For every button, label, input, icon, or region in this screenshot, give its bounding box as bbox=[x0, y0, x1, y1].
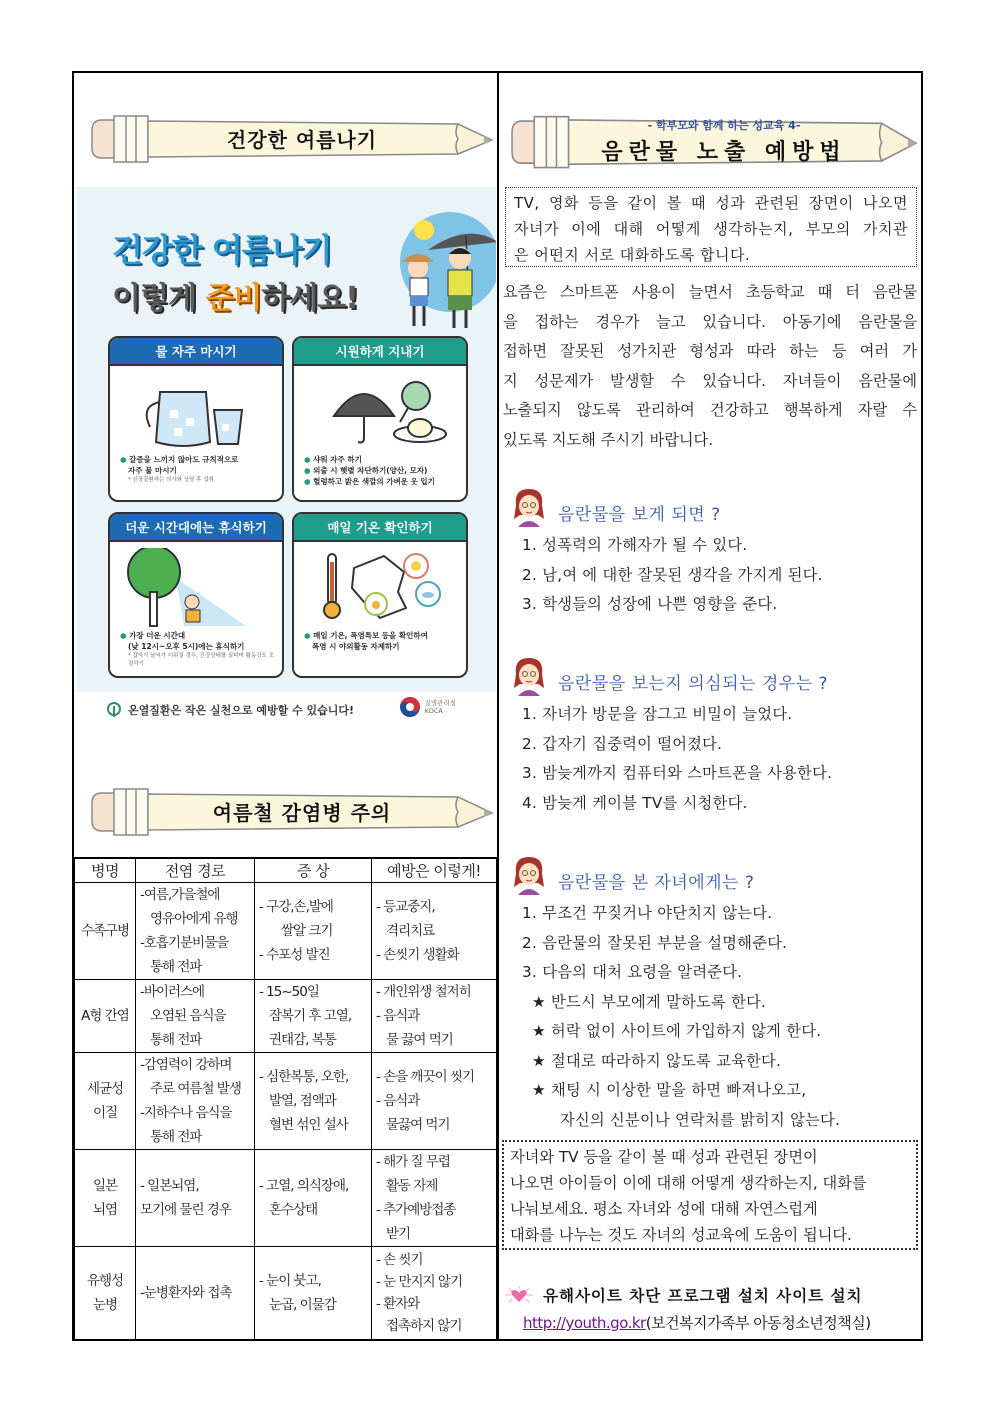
paragraph-line: 접하면 잘못된 성가치관 형성과 따라 하는 등 여러 가 bbox=[503, 342, 917, 360]
water-pitcher-icon bbox=[110, 372, 284, 452]
banner-title: 건강한 여름나기 bbox=[226, 127, 378, 152]
card-bullet: 샤워 자주 하기 bbox=[313, 455, 362, 464]
prevention-cell: - 등교중지, 격리치료 - 손씻기 생활화 bbox=[372, 882, 497, 979]
card-bullet: 가장 더운 시간대 bbox=[129, 631, 186, 640]
section-question: 음란물을 보게 되면 ? bbox=[558, 505, 721, 525]
card-body: ● 갈증을 느끼지 않아도 규칙적으로 자주 물 마시기 * 신장질환자는 의사와 상담 후 섭취 bbox=[120, 454, 276, 484]
prevention-cell: - 해가 질 무렵 활동 자제 - 추가예방접종 받기 bbox=[372, 1149, 497, 1246]
paragraph-line: 지 성문제가 발생할 수 있습니다. 자녀들이 음란물에 bbox=[503, 371, 917, 390]
route-cell: -여름,가을철에 영유아에게 유행 -호흡기분비물을 통해 전파 bbox=[136, 882, 255, 979]
table-row bbox=[75, 1246, 497, 1340]
paragraph-line: 노출되지 않도록 관리하여 건강하고 행복하게 자랄 수 bbox=[503, 401, 917, 419]
section-question: 음란물을 보는지 의심되는 경우는 ? bbox=[558, 674, 829, 694]
intro-box bbox=[505, 187, 917, 267]
star-item: ★ 절대로 따라하지 않도록 교육한다. bbox=[532, 1051, 782, 1070]
paragraph-line: 요즘은 스마트폰 사용이 늘면서 초등학교 때 터 음란물 bbox=[503, 283, 917, 301]
intro-line: TV, 영화 등을 같이 볼 때 성과 관련된 장면이 나오면 bbox=[514, 194, 908, 212]
table-row bbox=[75, 1052, 497, 1149]
list-item: 1. 자녀가 방문을 잠그고 비밀이 늘었다. bbox=[522, 705, 793, 723]
tip-line: 대화를 나누는 것도 자녀의 성교육에 도움이 됩니다. bbox=[510, 1226, 852, 1244]
agency-name: 질병관리청 bbox=[424, 699, 456, 707]
prevention-cell: - 손을 깨끗이 씻기 - 음식과 물끓여 먹기 bbox=[372, 1052, 497, 1149]
tip-card-stay-cool bbox=[292, 336, 468, 502]
symptom-cell: - 심한복통, 오한, 발열, 점액과 혈변 섞인 설사 bbox=[255, 1052, 372, 1149]
banner-summer-infection bbox=[88, 783, 496, 839]
list-item: 3. 밤늦게까지 컴퓨터와 스마트폰을 사용한다. bbox=[522, 764, 833, 782]
disease-name: A형 간염 bbox=[75, 979, 136, 1052]
star-item: ★ 반드시 부모에게 말하도록 한다. bbox=[532, 992, 767, 1011]
card-title: 물 자주 마시기 bbox=[110, 338, 282, 366]
banner-title: 음란물 노출 예방법 bbox=[601, 139, 847, 165]
tip-card-check-temperature bbox=[292, 512, 468, 678]
card-title: 매일 기온 확인하기 bbox=[294, 514, 466, 542]
tip-card-drink-water bbox=[108, 336, 284, 502]
column-divider bbox=[497, 71, 499, 1341]
table-header-row bbox=[75, 858, 497, 882]
list-item: 3. 다음의 대처 요령을 알려준다. bbox=[522, 963, 743, 981]
poster-footer-text: 온열질환은 작은 실천으로 예방할 수 있습니다! bbox=[128, 703, 355, 717]
taegeuk-logo-icon bbox=[399, 696, 421, 718]
col-header-route: 전염 경로 bbox=[136, 858, 255, 882]
agency-abbr: KDCA bbox=[424, 707, 443, 715]
poster-subtitle-post: 하세요! bbox=[261, 281, 358, 316]
route-cell: -눈병환자와 접촉 bbox=[136, 1246, 255, 1340]
section-question: 음란물을 본 자녀에게는 ? bbox=[558, 873, 755, 893]
thermometer-badge-icon bbox=[106, 702, 122, 718]
list-item: 2. 남,여 에 대한 잘못된 생각을 가지게 된다. bbox=[522, 565, 823, 584]
blocking-site-info bbox=[503, 1284, 921, 1333]
thermometer-map-weather-icon bbox=[294, 548, 468, 628]
tip-card-rest-hot-hours bbox=[108, 512, 284, 678]
banner-sex-education bbox=[508, 110, 920, 172]
disease-name: 수족구병 bbox=[75, 882, 136, 979]
card-bullet: 매일 기온, 폭염특보 등을 확인하여 bbox=[313, 631, 428, 640]
intro-line: 자녀가 이에 대해 어떻게 생각하는지, 부모의 가치관 bbox=[514, 220, 908, 238]
summer-health-poster bbox=[76, 187, 496, 727]
poster-subtitle-pre: 이렇게 bbox=[112, 281, 206, 316]
card-bullet: 외출 시 햇볕 차단하기(양산, 모자) bbox=[313, 466, 428, 475]
card-bullet: 헐렁하고 밝은 색깔의 가벼운 옷 입기 bbox=[313, 477, 435, 486]
table-row bbox=[75, 1149, 497, 1246]
tree-shade-icon bbox=[110, 548, 284, 628]
star-item: ★ 채팅 시 이상한 말을 하면 빠져나오고, bbox=[532, 1081, 807, 1099]
paragraph-line: 있도록 지도해 주시기 바랍니다. bbox=[503, 430, 714, 449]
section-if-exposed bbox=[508, 487, 823, 620]
card-body: ● 매일 기온, 폭염특보 등을 확인하여 폭염 시 야외활동 자제하기 bbox=[304, 630, 460, 652]
symptom-cell: - 눈이 붓고, 눈곱, 이물감 bbox=[255, 1246, 372, 1340]
disease-name: 세균성 이질 bbox=[75, 1052, 136, 1149]
card-bullet: 자주 물 마시기 bbox=[128, 466, 177, 475]
poster-subtitle-highlight: 준비 bbox=[205, 281, 262, 316]
section-suspected-signs bbox=[508, 656, 832, 818]
kids-umbrella-illustration-icon bbox=[388, 202, 496, 332]
card-bullet: 갈증을 느끼지 않아도 규칙적으로 bbox=[129, 455, 239, 464]
site-title: 유해사이트 차단 프로그램 설치 사이트 설치 bbox=[543, 1287, 863, 1305]
symptom-cell: - 고열, 의식장애, 혼수상태 bbox=[255, 1149, 372, 1246]
card-bullet: 폭염 시 야외활동 자제하기 bbox=[312, 642, 400, 651]
kdca-logo bbox=[399, 696, 456, 718]
site-org: (보건복지가족부 아동청소년정책실) bbox=[645, 1314, 871, 1332]
list-item: 1. 성폭력의 가해자가 될 수 있다. bbox=[522, 536, 748, 554]
tip-line: 나눠보세요. 평소 자녀와 성에 대해 자연스럽게 bbox=[510, 1200, 818, 1218]
umbrella-fan-hat-icon bbox=[294, 372, 468, 452]
parent-tip-box bbox=[502, 1140, 918, 1250]
card-body: ● 샤워 자주 하기 ● 외출 시 햇볕 차단하기(양산, 모자) ● 헐렁하고 밝은 색깔의 가벼운 옷 입기 bbox=[304, 455, 435, 486]
route-cell: - 일본뇌염, 모기에 물린 경우 bbox=[136, 1149, 255, 1246]
intro-paragraph bbox=[503, 278, 917, 455]
col-header-disease: 병명 bbox=[75, 858, 136, 882]
section-after-exposure bbox=[508, 855, 840, 1135]
list-item: 4. 밤늦게 케이블 TV를 시청한다. bbox=[522, 793, 748, 812]
symptom-cell: - 구강,손,발에 쌀알 크기 - 수포성 발진 bbox=[255, 882, 372, 979]
banner-title: 여름철 감염병 주의 bbox=[212, 800, 392, 825]
symptom-cell: - 15~50일 잠복기 후 고열, 권태감, 복통 bbox=[255, 979, 372, 1052]
card-note: * 신장질환자는 의사와 상담 후 섭취 bbox=[128, 477, 214, 483]
girl-avatar-icon bbox=[508, 654, 550, 696]
tip-line: 자녀와 TV 등을 같이 볼 때 성과 관련된 장면이 bbox=[510, 1148, 818, 1166]
card-title: 더운 시간대에는 휴식하기 bbox=[110, 514, 282, 542]
table-row bbox=[75, 882, 497, 979]
poster-subtitle bbox=[112, 273, 358, 317]
banner-healthy-summer bbox=[88, 110, 496, 166]
route-cell: -바이러스에 오염된 음식을 통해 전파 bbox=[136, 979, 255, 1052]
card-body: ● 가장 더운 시간대 (낮 12시~오후 5시)에는 휴식하기 * 갑자기 날씨가 더워질 경우, 건강상태를 살피며 활동강도 조절하기 bbox=[120, 631, 274, 667]
prevention-cell: - 개인위생 철저히 - 음식과 물 끓여 먹기 bbox=[372, 979, 497, 1052]
pink-heart-icon bbox=[503, 1285, 535, 1305]
route-cell: -감염력이 강하며 주로 여름철 발생 -지하수나 음식을 통해 전파 bbox=[136, 1052, 255, 1149]
list-item: 2. 갑자기 집중력이 떨어졌다. bbox=[522, 734, 723, 753]
girl-avatar-icon bbox=[508, 853, 550, 895]
star-item: ★ 허락 없이 사이트에 가입하지 않게 한다. bbox=[532, 1022, 822, 1040]
girl-avatar-icon bbox=[508, 485, 550, 527]
table-row bbox=[75, 979, 497, 1052]
list-item: 3. 학생들의 성장에 나쁜 영향을 준다. bbox=[522, 595, 778, 613]
card-bullet: (낮 12시~오후 5시)에는 휴식하기 bbox=[128, 642, 245, 651]
list-item: 2. 음란물의 잘못된 부분을 설명해준다. bbox=[522, 933, 788, 952]
list-item: 1. 무조건 꾸짖거나 야단치지 않는다. bbox=[522, 904, 773, 922]
col-header-symptom: 증 상 bbox=[255, 858, 372, 882]
banner-subtitle: - 학부모와 함께 하는 성교육 4- bbox=[647, 118, 801, 132]
card-title: 시원하게 지내기 bbox=[294, 338, 466, 366]
disease-name: 일본 뇌염 bbox=[75, 1149, 136, 1246]
infection-table bbox=[74, 857, 497, 1341]
card-note: * 갑자기 날씨가 더워질 경우, 건강상태를 살피며 활동강도 조절하기 bbox=[128, 653, 274, 667]
youth-site-link[interactable]: http://youth.go.kr bbox=[523, 1314, 646, 1332]
prevention-cell: - 손 씻기 - 눈 만지지 않기 - 환자와 접촉하지 않기 bbox=[372, 1246, 497, 1340]
disease-name: 유행성 눈병 bbox=[75, 1246, 136, 1340]
tip-line: 나오면 아이들이 이에 대해 어떻게 생각하는지, 대화를 bbox=[510, 1174, 867, 1192]
poster-title: 건강한 여름나기 bbox=[112, 231, 332, 269]
paragraph-line: 을 접하는 경우가 늘고 있습니다. 아동기에 음란물을 bbox=[503, 312, 917, 331]
star-item-continuation: 자신의 신분이나 연락처를 밝히지 않는다. bbox=[560, 1110, 841, 1129]
col-header-prevention: 예방은 이렇게! bbox=[372, 858, 497, 882]
intro-line: 은 어떤지 서로 대화하도록 합니다. bbox=[514, 246, 751, 264]
